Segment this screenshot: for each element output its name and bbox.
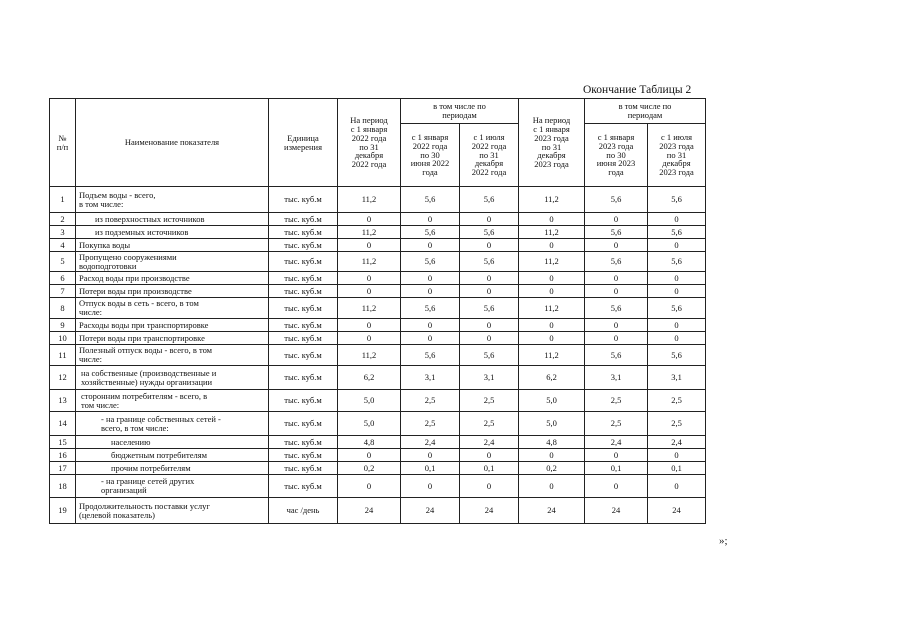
- row-value: 5,0: [338, 412, 401, 436]
- row-name: населению: [76, 436, 269, 449]
- row-number: 19: [50, 498, 76, 524]
- row-value: 5,0: [519, 390, 585, 412]
- row-value: 0: [460, 213, 519, 226]
- table-row: [50, 272, 706, 285]
- row-value: 5,6: [585, 226, 648, 239]
- row-value: 0,2: [519, 462, 585, 475]
- row-value: 0: [338, 213, 401, 226]
- row-value: 2,4: [401, 436, 460, 449]
- row-value: 0: [338, 239, 401, 252]
- header-unit: Единица измерения: [269, 99, 338, 187]
- table-row: [50, 319, 706, 332]
- row-value: 0: [401, 332, 460, 345]
- row-name: Потери воды при транспортировке: [76, 332, 269, 345]
- row-value: 24: [401, 498, 460, 524]
- row-name: - на границе собственных сетей - всего, в том числе:: [76, 412, 269, 436]
- row-value: 0: [585, 319, 648, 332]
- row-value: 0,1: [648, 462, 706, 475]
- row-unit: тыс. куб.м: [269, 345, 338, 366]
- row-value: 0: [648, 332, 706, 345]
- row-unit: тыс. куб.м: [269, 449, 338, 462]
- table-row: [50, 475, 706, 498]
- row-value: 11,2: [519, 187, 585, 213]
- row-value: 0,1: [401, 462, 460, 475]
- row-unit: тыс. куб.м: [269, 319, 338, 332]
- row-value: 11,2: [338, 226, 401, 239]
- row-name: Расходы воды при транспортировке: [76, 319, 269, 332]
- row-value: 6,2: [519, 366, 585, 390]
- row-value: 0: [338, 319, 401, 332]
- row-name: Пропущено сооружениями водоподготовки: [76, 252, 269, 272]
- row-unit: тыс. куб.м: [269, 252, 338, 272]
- row-value: 5,0: [519, 412, 585, 436]
- row-number: 17: [50, 462, 76, 475]
- row-unit: тыс. куб.м: [269, 366, 338, 390]
- row-value: 11,2: [338, 187, 401, 213]
- row-name: Продолжительность поставки услуг (целевой показатель): [76, 498, 269, 524]
- table-row: [50, 462, 706, 475]
- row-value: 0: [585, 213, 648, 226]
- row-value: 0: [519, 239, 585, 252]
- row-value: 0: [519, 449, 585, 462]
- table-row: [50, 498, 706, 524]
- row-name: из подземных источников: [76, 226, 269, 239]
- row-number: 16: [50, 449, 76, 462]
- row-name: бюджетным потребителям: [76, 449, 269, 462]
- row-value: 2,5: [401, 390, 460, 412]
- row-value: 6,2: [338, 366, 401, 390]
- row-value: 5,6: [401, 345, 460, 366]
- row-number: 14: [50, 412, 76, 436]
- table-row: [50, 345, 706, 366]
- row-value: 24: [338, 498, 401, 524]
- row-name: на собственные (производственные и хозяйственные) нужды организации: [76, 366, 269, 390]
- row-value: 0,1: [460, 462, 519, 475]
- row-value: 5,6: [401, 252, 460, 272]
- table-row: [50, 226, 706, 239]
- row-value: 0: [519, 213, 585, 226]
- row-value: 0: [460, 449, 519, 462]
- row-name: прочим потребителям: [76, 462, 269, 475]
- row-name: - на границе сетей других организаций: [76, 475, 269, 498]
- header-period-2022: На период с 1 января 2022 года по 31 декабря 2022 года: [338, 99, 401, 187]
- row-value: 2,4: [585, 436, 648, 449]
- table-row: [50, 252, 706, 272]
- row-value: 5,6: [460, 298, 519, 319]
- row-value: 0: [460, 239, 519, 252]
- row-value: 2,5: [460, 390, 519, 412]
- row-value: 5,6: [460, 252, 519, 272]
- row-value: 0: [585, 475, 648, 498]
- table-row: [50, 436, 706, 449]
- row-value: 2,5: [648, 390, 706, 412]
- table-row: [50, 187, 706, 213]
- row-value: 0: [648, 319, 706, 332]
- row-value: 0: [401, 272, 460, 285]
- row-unit: тыс. куб.м: [269, 436, 338, 449]
- row-value: 3,1: [401, 366, 460, 390]
- row-unit: тыс. куб.м: [269, 475, 338, 498]
- row-value: 5,6: [401, 298, 460, 319]
- header-num: № п/п: [50, 99, 76, 187]
- header-incl-2023: в том числе по периодам: [585, 99, 706, 124]
- table-row: [50, 390, 706, 412]
- row-value: 0,2: [338, 462, 401, 475]
- row-number: 4: [50, 239, 76, 252]
- row-value: 5,6: [460, 187, 519, 213]
- row-value: 11,2: [519, 252, 585, 272]
- row-unit: тыс. куб.м: [269, 412, 338, 436]
- row-value: 0: [648, 272, 706, 285]
- row-value: 0: [585, 239, 648, 252]
- closing-quote: »;: [719, 535, 728, 547]
- row-value: 0,1: [585, 462, 648, 475]
- row-value: 3,1: [460, 366, 519, 390]
- table-row: [50, 366, 706, 390]
- row-unit: тыс. куб.м: [269, 239, 338, 252]
- row-number: 6: [50, 272, 76, 285]
- row-value: 11,2: [338, 298, 401, 319]
- header-period-2023: На период с 1 января 2023 года по 31 декабря 2023 года: [519, 99, 585, 187]
- row-value: 2,5: [585, 390, 648, 412]
- row-value: 4,8: [519, 436, 585, 449]
- header-h2-2023: с 1 июля 2023 года по 31 декабря 2023 года: [648, 124, 706, 187]
- row-name: сторонним потребителям - всего, в том числе:: [76, 390, 269, 412]
- row-unit: час /день: [269, 498, 338, 524]
- row-value: 5,6: [585, 187, 648, 213]
- header-incl-2022: в том числе по периодам: [401, 99, 519, 124]
- header-name: Наименование показателя: [76, 99, 269, 187]
- row-number: 13: [50, 390, 76, 412]
- table-row: [50, 412, 706, 436]
- row-value: 5,6: [648, 345, 706, 366]
- table-row: [50, 298, 706, 319]
- row-number: 11: [50, 345, 76, 366]
- row-value: 24: [460, 498, 519, 524]
- row-value: 0: [338, 272, 401, 285]
- table-row: [50, 239, 706, 252]
- row-value: 0: [519, 285, 585, 298]
- row-value: 0: [338, 285, 401, 298]
- row-value: 0: [338, 449, 401, 462]
- row-value: 0: [585, 332, 648, 345]
- table-row: [50, 449, 706, 462]
- row-value: 0: [460, 272, 519, 285]
- row-value: 5,6: [585, 345, 648, 366]
- row-number: 3: [50, 226, 76, 239]
- row-number: 1: [50, 187, 76, 213]
- row-value: 0: [519, 475, 585, 498]
- row-value: 5,6: [585, 252, 648, 272]
- row-value: 0: [401, 319, 460, 332]
- row-value: 0: [401, 213, 460, 226]
- table-caption: Окончание Таблицы 2: [583, 84, 692, 96]
- row-value: 11,2: [519, 226, 585, 239]
- header-h1-2023: с 1 января 2023 года по 30 июня 2023 года: [585, 124, 648, 187]
- row-value: 5,0: [338, 390, 401, 412]
- row-value: 11,2: [338, 252, 401, 272]
- row-unit: тыс. куб.м: [269, 298, 338, 319]
- row-value: 5,6: [401, 226, 460, 239]
- row-number: 12: [50, 366, 76, 390]
- row-number: 5: [50, 252, 76, 272]
- row-value: 24: [648, 498, 706, 524]
- row-value: 0: [338, 332, 401, 345]
- row-unit: тыс. куб.м: [269, 462, 338, 475]
- row-value: 5,6: [401, 187, 460, 213]
- row-value: 5,6: [585, 298, 648, 319]
- row-value: 0: [338, 475, 401, 498]
- row-value: 0: [401, 475, 460, 498]
- table-row: [50, 285, 706, 298]
- row-number: 9: [50, 319, 76, 332]
- row-value: 24: [519, 498, 585, 524]
- row-value: 5,6: [460, 226, 519, 239]
- row-value: 0: [460, 285, 519, 298]
- row-value: 0: [648, 285, 706, 298]
- row-name: Полезный отпуск воды - всего, в том числе:: [76, 345, 269, 366]
- row-name: Отпуск воды в сеть - всего, в том числе:: [76, 298, 269, 319]
- row-value: 0: [519, 272, 585, 285]
- row-number: 10: [50, 332, 76, 345]
- table-row: [50, 213, 706, 226]
- row-value: 0: [460, 475, 519, 498]
- row-name: Расход воды при производстве: [76, 272, 269, 285]
- row-number: 8: [50, 298, 76, 319]
- row-value: 3,1: [585, 366, 648, 390]
- row-value: 0: [585, 449, 648, 462]
- row-number: 18: [50, 475, 76, 498]
- row-value: 5,6: [460, 345, 519, 366]
- row-value: 0: [460, 332, 519, 345]
- row-unit: тыс. куб.м: [269, 187, 338, 213]
- row-name: из поверхностных источников: [76, 213, 269, 226]
- row-value: 0: [585, 272, 648, 285]
- row-value: 0: [401, 285, 460, 298]
- row-value: 0: [401, 239, 460, 252]
- row-value: 24: [585, 498, 648, 524]
- row-unit: тыс. куб.м: [269, 213, 338, 226]
- row-value: 5,6: [648, 298, 706, 319]
- row-value: 2,5: [648, 412, 706, 436]
- row-value: 2,5: [401, 412, 460, 436]
- row-value: 11,2: [519, 298, 585, 319]
- table-body: [50, 187, 706, 524]
- row-unit: тыс. куб.м: [269, 285, 338, 298]
- row-value: 11,2: [338, 345, 401, 366]
- row-value: 0: [648, 213, 706, 226]
- row-number: 2: [50, 213, 76, 226]
- indicators-table: [49, 98, 706, 524]
- row-value: 0: [585, 285, 648, 298]
- row-value: 4,8: [338, 436, 401, 449]
- row-value: 0: [648, 475, 706, 498]
- row-value: 11,2: [519, 345, 585, 366]
- row-value: 3,1: [648, 366, 706, 390]
- row-name: Покупка воды: [76, 239, 269, 252]
- row-value: 5,6: [648, 226, 706, 239]
- row-value: 5,6: [648, 252, 706, 272]
- row-name: Подъем воды - всего, в том числе:: [76, 187, 269, 213]
- row-unit: тыс. куб.м: [269, 226, 338, 239]
- header-h1-2022: с 1 января 2022 года по 30 июня 2022 года: [401, 124, 460, 187]
- row-value: 2,5: [585, 412, 648, 436]
- row-value: 2,4: [648, 436, 706, 449]
- row-value: 0: [519, 319, 585, 332]
- row-value: 0: [460, 319, 519, 332]
- table-row: [50, 332, 706, 345]
- row-number: 7: [50, 285, 76, 298]
- row-value: 0: [648, 239, 706, 252]
- row-value: 0: [519, 332, 585, 345]
- row-unit: тыс. куб.м: [269, 332, 338, 345]
- row-value: 0: [648, 449, 706, 462]
- row-name: Потери воды при производстве: [76, 285, 269, 298]
- row-value: 0: [401, 449, 460, 462]
- header-h2-2022: с 1 июля 2022 года по 31 декабря 2022 года: [460, 124, 519, 187]
- row-unit: тыс. куб.м: [269, 272, 338, 285]
- row-unit: тыс. куб.м: [269, 390, 338, 412]
- row-value: 2,5: [460, 412, 519, 436]
- row-value: 2,4: [460, 436, 519, 449]
- row-number: 15: [50, 436, 76, 449]
- row-value: 5,6: [648, 187, 706, 213]
